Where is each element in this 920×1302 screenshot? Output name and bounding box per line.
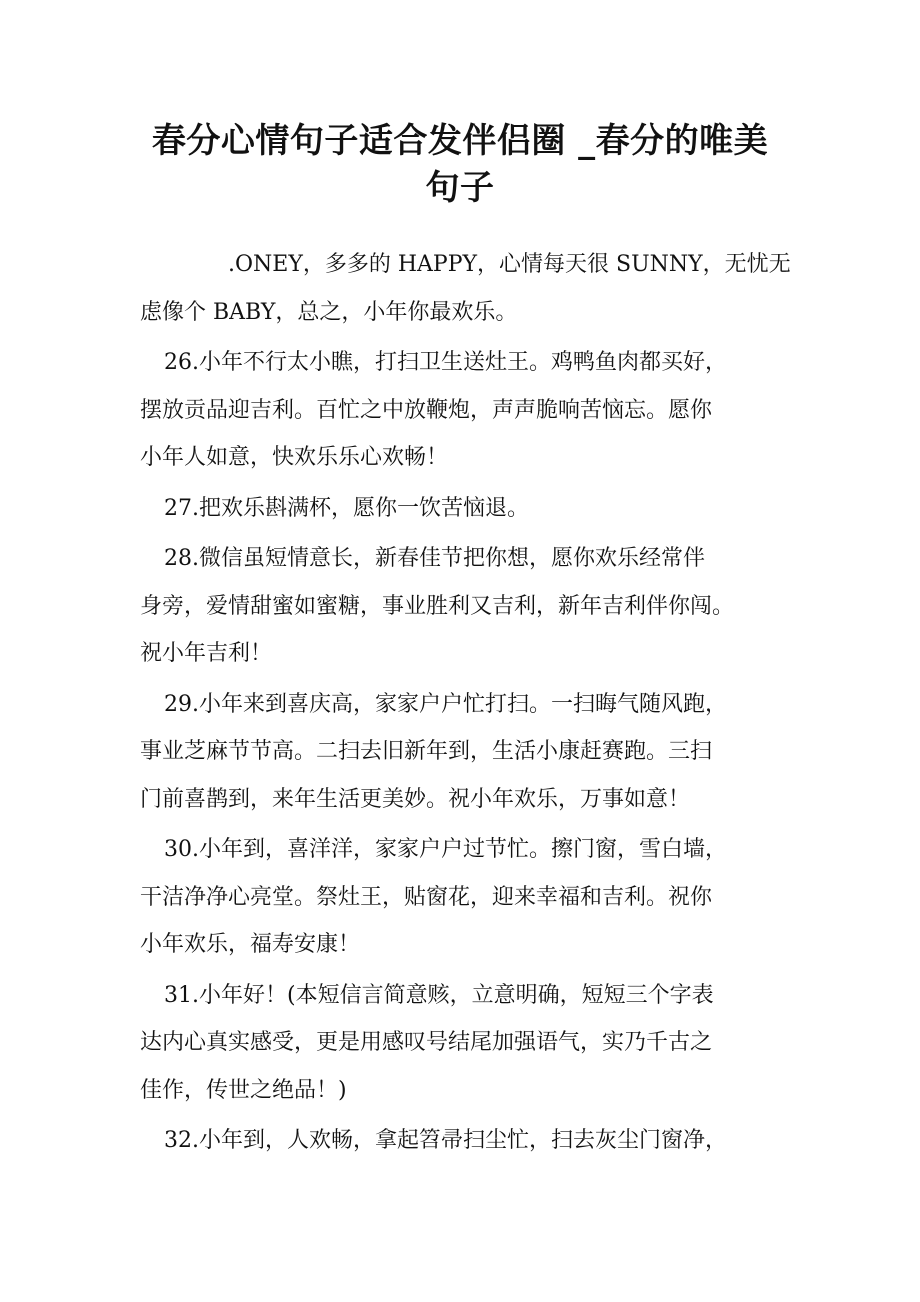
paragraph-line: 32.小年到，人欢畅，拿起笤帚扫尘忙，扫去灰尘门窗净， <box>164 1128 727 1153</box>
paragraph-line: 小年人如意，快欢乐乐心欢畅！ <box>140 445 449 470</box>
paragraph-line: 门前喜鹊到，来年生活更美妙。祝小年欢乐，万事如意！ <box>140 786 691 812</box>
document-title <box>140 118 780 212</box>
paragraph-26 <box>140 339 780 482</box>
paragraph-line: 28.微信虽短情意长，新春佳节把你想，愿你欢乐经常伴 <box>164 546 705 571</box>
paragraph-line: 祝小年吉利！ <box>140 641 273 666</box>
paragraph-line: 27.把欢乐斟满杯，愿你一饮苦恼退。 <box>164 495 529 521</box>
document-body <box>140 241 791 1168</box>
paragraph-30 <box>140 826 780 969</box>
paragraph-line: .ONEY，多多的 HAPPY，心情每天很 SUNNY，无忧无 <box>228 252 791 277</box>
paragraph-line: 26.小年不行太小瞧，打扫卫生送灶王。鸡鸭鱼肉都买好， <box>164 350 727 375</box>
paragraph-31 <box>140 972 780 1115</box>
paragraph-line: 达内心真实感受，更是用感叹号结尾加强语气，实乃千古之 <box>140 1030 713 1055</box>
paragraph-oney <box>140 241 791 336</box>
paragraph-28 <box>140 535 780 678</box>
paragraph-line: 29.小年来到喜庆高，家家户户忙打扫。一扫晦气随风跑， <box>164 691 727 717</box>
paragraph-line: 佳作，传世之绝品！) <box>140 1077 347 1103</box>
paragraph-line: 30.小年到，喜洋洋，家家户户过节忙。擦门窗，雪白墙， <box>164 837 727 862</box>
paragraph-line: 31.小年好！(本短信言简意赅，立意明确，短短三个字表 <box>164 982 714 1008</box>
paragraph-line: 摆放贡品迎吉利。百忙之中放鞭炮，声声脆响苦恼忘。愿你 <box>140 397 713 423</box>
paragraph-line: 小年欢乐，福寿安康！ <box>140 932 361 957</box>
paragraph-line: 干洁净净心亮堂。祭灶王，贴窗花，迎来幸福和吉利。祝你 <box>140 884 713 910</box>
paragraph-line: 身旁，爱情甜蜜如蜜糖，事业胜利又吉利，新年吉利伴你闯。 <box>140 593 735 619</box>
paragraph-line: 事业芝麻节节高。二扫去旧新年到，生活小康赶赛跑。三扫 <box>140 739 713 764</box>
title-line-2: 句子 <box>425 168 495 208</box>
paragraph-line: 虑像个 BABY，总之，小年你最欢乐。 <box>140 299 518 325</box>
paragraph-29 <box>140 681 780 824</box>
paragraph-32 <box>140 1117 780 1165</box>
title-line-1: 春分心情句子适合发伴侣圈 _春分的唯美 <box>151 121 769 161</box>
paragraph-27 <box>140 485 780 533</box>
